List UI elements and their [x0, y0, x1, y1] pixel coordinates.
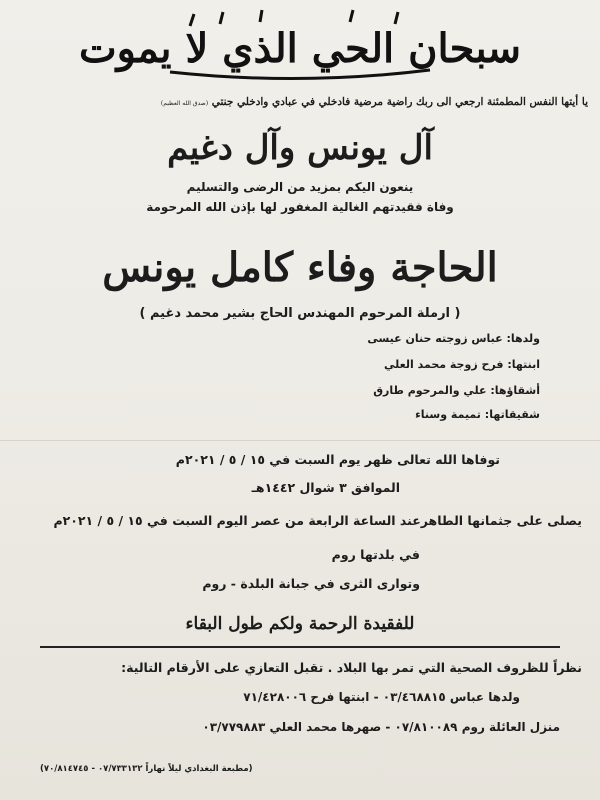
relative-value: تميمة وسناء: [415, 408, 481, 421]
announcement-line-2: وفاة فقيدتهم الغالية المغفور لها بإذن الله المرحومة: [146, 200, 454, 214]
paper-fold: [0, 440, 600, 441]
relative-label: ولدها:: [506, 332, 540, 345]
relative-label: أشقاؤها:: [490, 384, 540, 397]
relative-label: شقيقاتها:: [484, 408, 540, 421]
printer-credit: (مطبعة البغدادي ليلاً نهاراً ٠٧/٧٣٣١٣٢ - ٧٠/٨١٤٧٤٥): [40, 764, 253, 774]
death-date-line: توفاها الله تعالى ظهر يوم السبت في ١٥ / ٥ / ٢٠٢١م: [175, 452, 500, 467]
relative-label: ابنتها:: [507, 358, 540, 371]
funeral-prayer-line: يصلى على جثمانها الطاهرعند الساعة الرابعة من عصر اليوم السبت في ١٥ / ٥ / ٢٠٢١م: [53, 513, 582, 528]
verse-text: يا أيتها النفس المطمئنة ارجعي الى ربك راضية مرضية فادخلي في عبادي وادخلي جنتي: [211, 96, 588, 108]
prayer-place-line: في بلدتها روم: [331, 547, 420, 562]
quran-verse: [12, 96, 588, 108]
calligraphy-header: [78, 6, 522, 86]
burial-line: وتوارى الثرى في جبانة البلدة - روم: [202, 576, 420, 591]
calligraphy-artwork: [78, 6, 522, 86]
relative-value: عباس زوجته حنان عيسى: [367, 332, 503, 345]
phone-numbers-line-1: ولدها عباس ٠٣/٤٦٨٨١٥ - ابنتها فرح ٧١/٤٢٨٠٠٦: [243, 690, 520, 704]
hijri-date-line: الموافق ٣ شوال ١٤٤٢هـ: [251, 480, 400, 495]
condolence-notice: نظراً للظروف الصحية التي تمر بها البلاد . تقبل التعازي على الأرقام التالية:: [121, 660, 582, 675]
relative-value: علي والمرحوم طارق: [373, 384, 487, 397]
deceased-name: الحاجة وفاء كامل يونس: [102, 244, 498, 291]
closing-line: للفقيدة الرحمة ولكم طول البقاء: [185, 614, 415, 634]
phone-numbers-line-2: منزل العائلة روم ٠٧/٨١٠٠٨٩ - صهرها محمد العلي ٠٣/٧٧٩٨٨٣: [202, 720, 560, 734]
divider: [40, 646, 560, 648]
widow-of-line: ( ارملة المرحوم المهندس الحاج بشير محمد دغيم ): [139, 306, 461, 321]
announcement-line-1: ينعون اليكم بمزيد من الرضى والتسليم: [186, 180, 414, 194]
families-heading: آل يونس وآل دغيم: [167, 128, 433, 168]
verse-reference: (صدق الله العظيم): [160, 100, 209, 107]
relative-sisters: [415, 408, 540, 421]
relative-brothers: [373, 384, 540, 397]
relative-son: [367, 332, 540, 345]
relative-value: فرح زوجة محمد العلي: [384, 358, 504, 371]
calligraphy-text: سبحان الحي الذي لا يموت: [78, 25, 522, 72]
relative-daughter: [384, 358, 540, 371]
